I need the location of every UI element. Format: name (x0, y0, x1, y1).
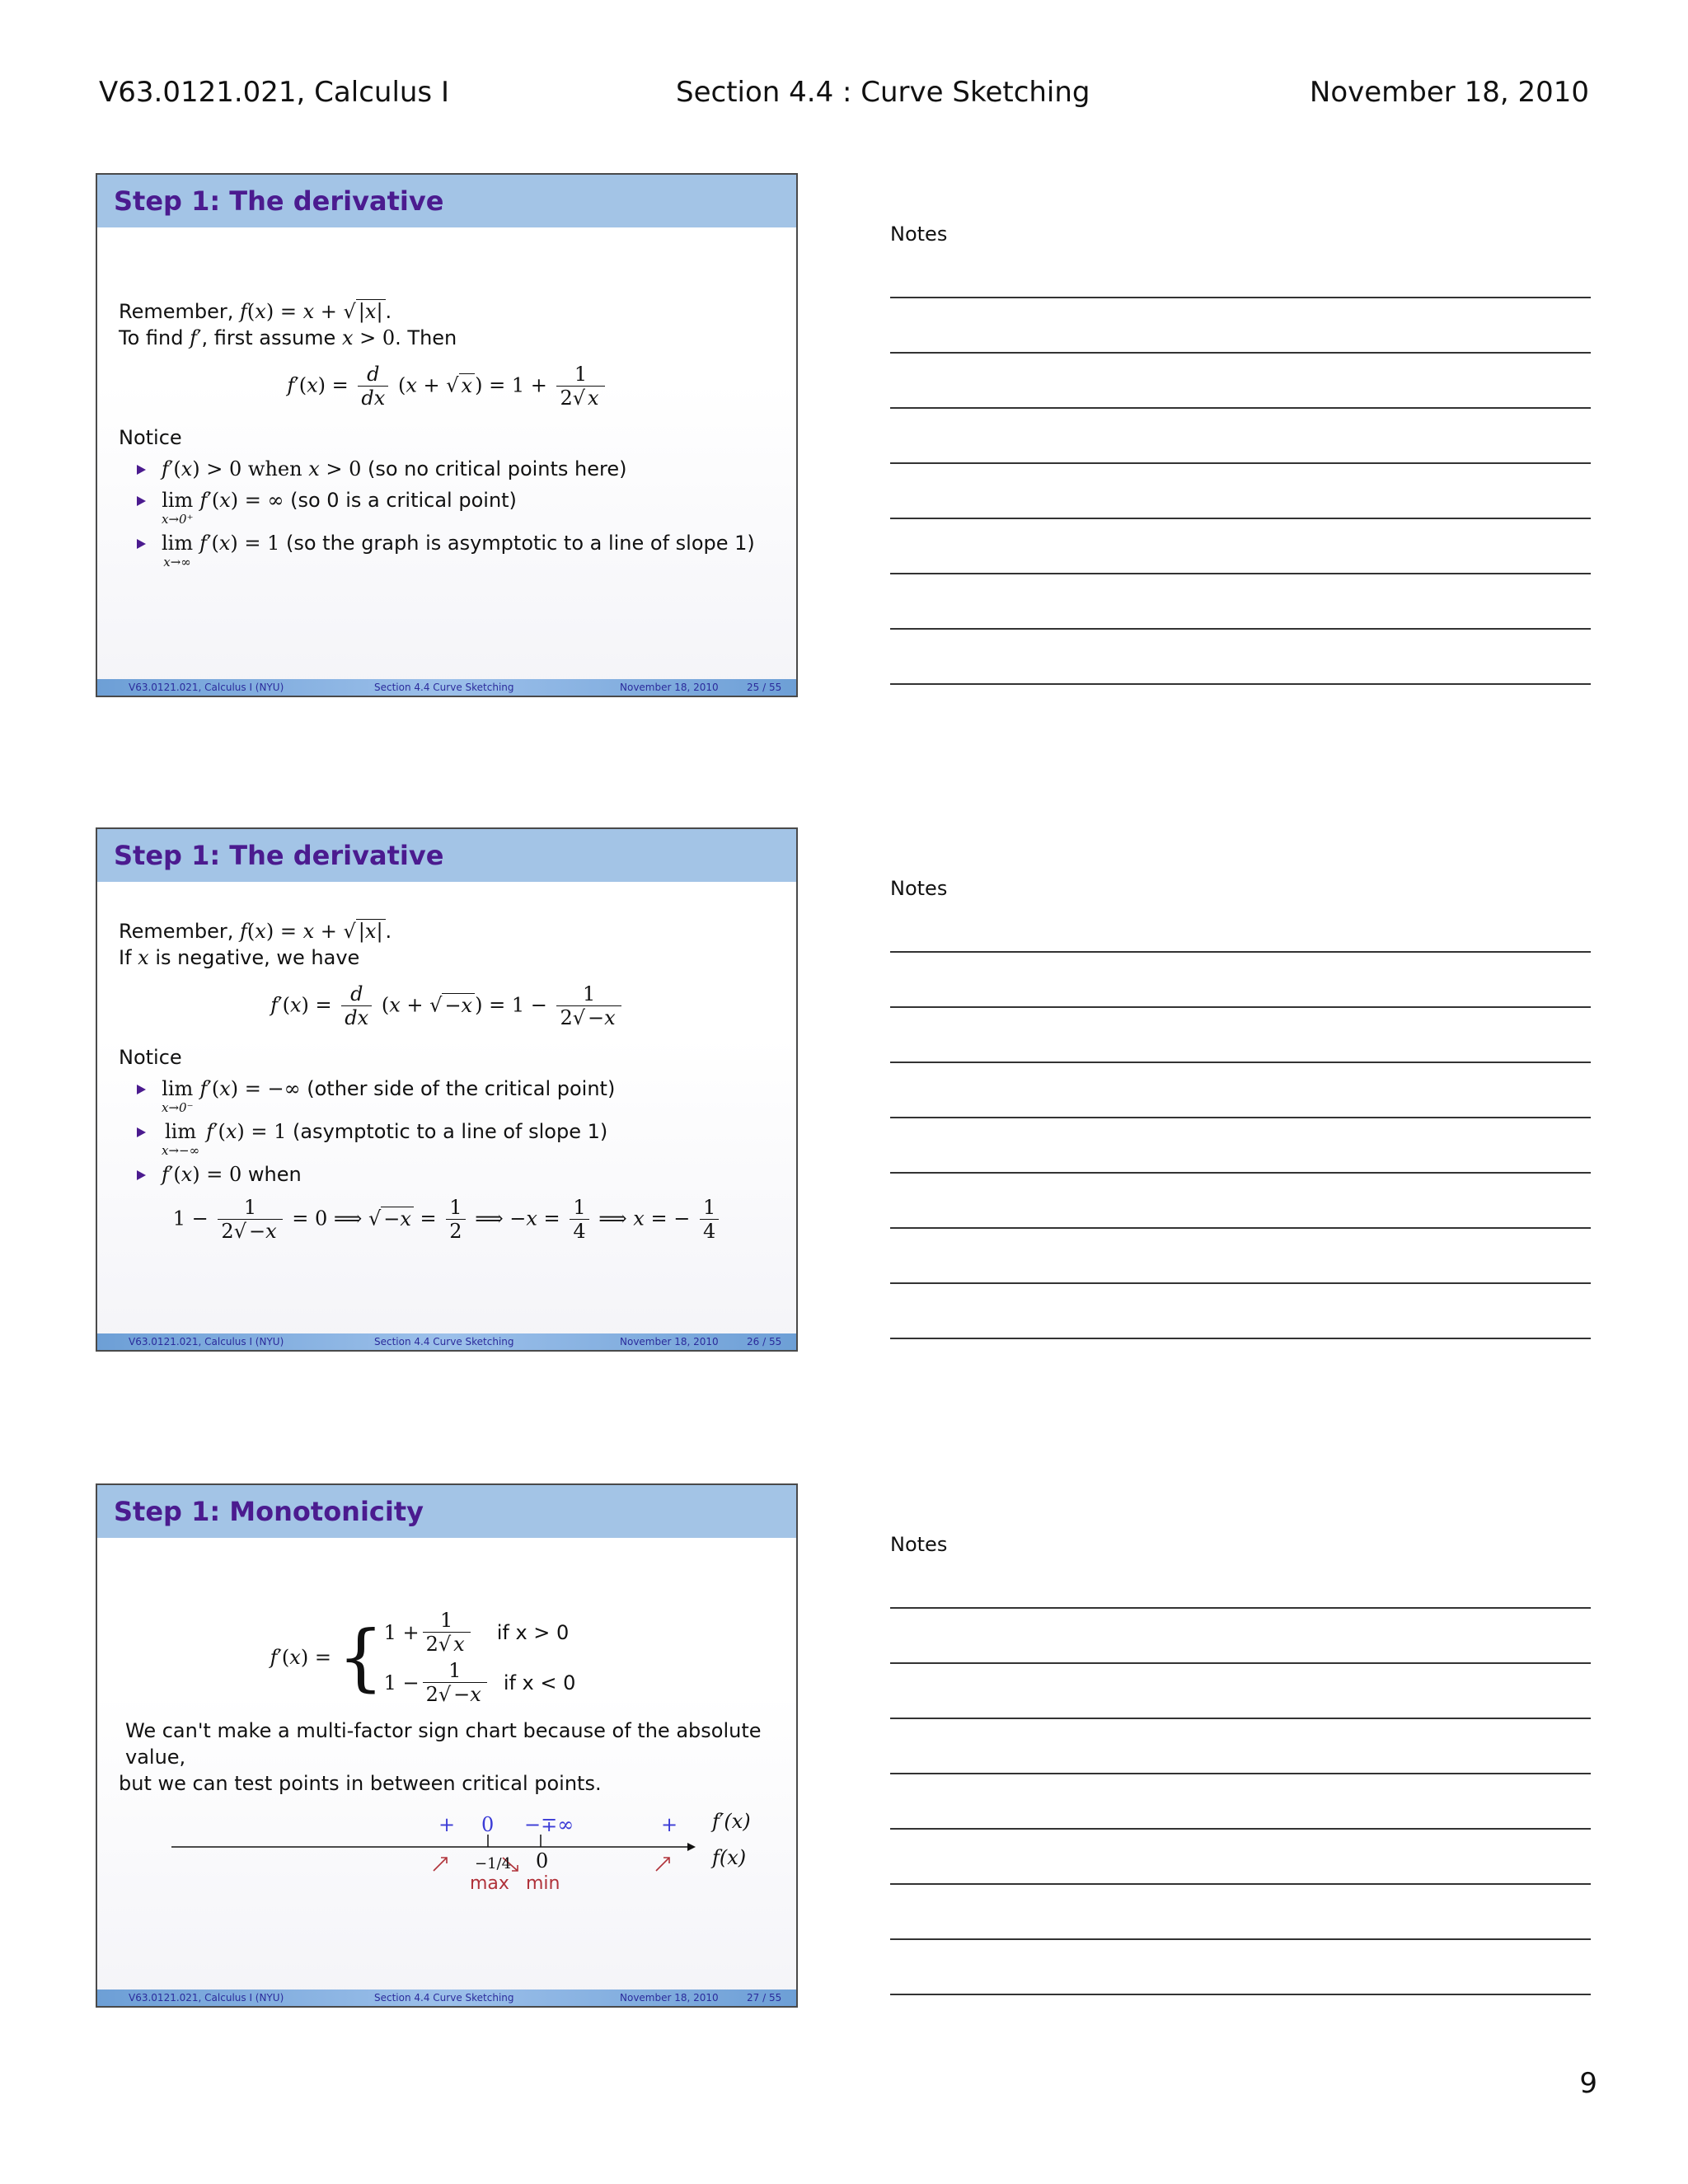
slide-26 (96, 827, 798, 1352)
row-label-f: f(x) (712, 1846, 747, 1869)
negative-line: If x is negative, we have (119, 946, 360, 969)
derivative-equation: f′(x) = $\frac{d}{dx}$ (x + √ x ) = 1 + $\frac{1}{2√ x}$ (119, 363, 776, 410)
note-line (890, 518, 1591, 519)
slide-title: Step 1: The derivative (97, 175, 796, 227)
note-line (890, 1227, 1591, 1229)
note-line (890, 951, 1591, 953)
piecewise-case: 1 + $\frac{1}{2√ x}$ if x > 0 (383, 1609, 570, 1656)
min-label: min (526, 1873, 560, 1894)
notes-label: Notes (890, 223, 948, 246)
note-line (890, 1773, 1591, 1774)
note-line (890, 462, 1591, 464)
slide-title: Step 1: Monotonicity (97, 1485, 796, 1538)
piecewise-case: 1 − $\frac{1}{2√ -x}$ if x < 0 (383, 1659, 576, 1706)
page-number: 9 (1579, 2067, 1597, 2100)
note-line (890, 1607, 1591, 1609)
row-label-fprime: f′(x) (712, 1810, 751, 1833)
slide-title: Step 1: The derivative (97, 829, 796, 882)
critical-point-equation: 1 − $\frac{1}{2√ -x}$ = 0 ⟹ √ −x = $\frac{1}{2}$ ⟹ −x = $\frac{1}{4}$ ⟹ x = − $\frac{1}{4}$ (119, 1196, 776, 1243)
note-line (890, 1828, 1591, 1830)
note-line (890, 1338, 1591, 1339)
slide-body (119, 298, 776, 676)
remember-line: Remember, f(x) = x + √ |x| . (119, 300, 392, 323)
increasing-arrow-icon (434, 1858, 447, 1871)
note-line (890, 573, 1591, 574)
note-line (890, 407, 1591, 409)
number-line-arrowhead (687, 1843, 696, 1851)
paragraph-line: We can't make a multi-factor sign chart because of the absolute value, (125, 1719, 762, 1769)
notes-block (890, 877, 1591, 1347)
find-line: To find f′, first assume x > 0. Then (119, 326, 457, 349)
notes-label: Notes (890, 1533, 948, 1556)
derivative-equation: f′(x) = $\frac{d}{dx}$ (x + √ −x ) = 1 − $\frac{1}{2√ -x}$ (119, 982, 776, 1029)
note-line (890, 1006, 1591, 1008)
note-line (890, 1282, 1591, 1284)
notice-list (119, 456, 776, 568)
note-line (890, 1994, 1591, 1995)
slide-25 (96, 173, 798, 697)
slide-footer: V63.0121.021, Calculus I (NYU) Section 4.4 Curve Sketching November 18, 2010 26 / 55 (97, 1333, 796, 1350)
note-line (890, 1172, 1591, 1174)
note-line (890, 1718, 1591, 1719)
list-item: f′(x) = 0 when (137, 1161, 776, 1188)
remember-line: Remember, f(x) = x + √ |x| . (119, 920, 392, 943)
slide-footer: V63.0121.021, Calculus I (NYU) Section 4.4 Curve Sketching November 18, 2010 27 / 55 (97, 1990, 796, 2006)
section-title: Section 4.4 : Curve Sketching (676, 76, 1090, 109)
list-item: lim x→0⁺ f′(x) = ∞ (so 0 is a critical point) (137, 487, 776, 525)
slide-body (119, 918, 776, 1330)
course-title: V63.0121.021, Calculus I (99, 76, 449, 109)
notes-label: Notes (890, 877, 948, 900)
header-date: November 18, 2010 (1309, 76, 1589, 109)
list-item: lim x→−∞ f′(x) = 1 (asymptotic to a line of slope 1) (137, 1118, 776, 1156)
max-label: max (470, 1873, 509, 1894)
notice-list (119, 1076, 776, 1188)
note-line (890, 1062, 1591, 1063)
critical-point-label: −1/4 (475, 1855, 512, 1872)
note-line (890, 1938, 1591, 1940)
sign-label: 0 (481, 1813, 495, 1836)
notice-label: Notice (119, 1046, 182, 1069)
notes-block (890, 223, 1591, 692)
page-header (99, 76, 1589, 115)
critical-point-label: 0 (536, 1849, 549, 1872)
notes-block (890, 1533, 1591, 2003)
note-line (890, 683, 1591, 685)
note-line (890, 1117, 1591, 1118)
slide-footer: V63.0121.021, Calculus I (NYU) Section 4.4 Curve Sketching November 18, 2010 25 / 55 (97, 679, 796, 696)
list-item: lim x→∞ f′(x) = 1 (so the graph is asymptotic to a line of slope 1) (137, 530, 776, 568)
sign-chart (119, 1811, 776, 1902)
sign-label: −∓∞ (524, 1813, 574, 1836)
sign-label: + (661, 1813, 678, 1836)
note-line (890, 1883, 1591, 1885)
notice-label: Notice (119, 426, 182, 449)
slide-27 (96, 1483, 798, 2008)
note-line (890, 628, 1591, 630)
slide-body (119, 1609, 776, 1986)
sign-label: + (438, 1813, 456, 1836)
paragraph-line: but we can test points in between critical points. (119, 1772, 602, 1795)
note-line (890, 1662, 1591, 1664)
note-line (890, 352, 1591, 354)
note-line (890, 297, 1591, 298)
piecewise-derivative: f ′ ( x ) = { 1 + $\frac{1}{2√ x}$ if x > 0 1 − $\frac{1}{2√ -x}$ if x < 0 (270, 1609, 576, 1706)
list-item: f′(x) > 0 when x > 0 (so no critical points here) (137, 456, 776, 482)
list-item: lim x→0⁻ f′(x) = −∞ (other side of the critical point) (137, 1076, 776, 1113)
increasing-arrow-icon (656, 1858, 669, 1871)
